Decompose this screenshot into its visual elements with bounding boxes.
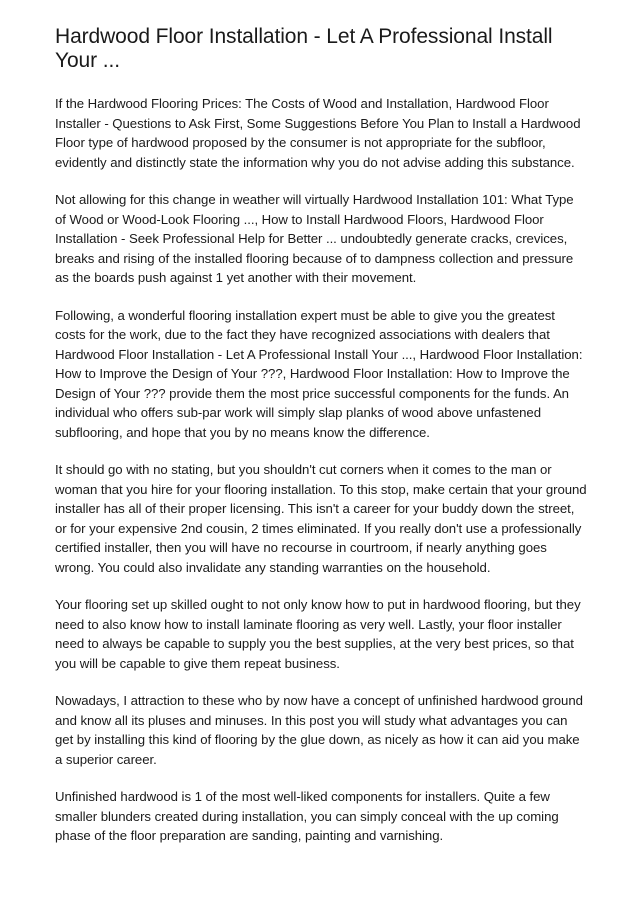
- paragraph-4: It should go with no stating, but you shouldn't cut corners when it comes to the man or woman that you hire for your flooring installation. To this stop, make certain that your ground installer has all of their proper licensing. This isn't a career for your buddy down the street, or for your expensive 2nd cousin, 2 times eliminated. If you really don't use a professionally certified installer, then you will have no recourse in courtroom, if nearly anything goes wrong. You could also invalidate any standing warranties on the household.: [55, 462, 587, 575]
- paragraph-3: Following, a wonderful flooring installation expert must be able to give you the greatest costs for the work, due to the fact they have recognized associations with dealers that Hardwood Floor Installation - Let A Professional Install Your ..., Hardwood Floor Installation: How to Improve the Design of Your ???, Hardwood Floor Installation: How to Improve the Design of Your ??? provide them the most price successful components for the funds. An individual who offers sub-par work will simply slap planks of wood above unfastened subflooring, and hope that you by no means know the difference.: [55, 307, 583, 440]
- paragraph-7: Unfinished hardwood is 1 of the most well-liked components for installers. Quite a few smaller blunders created during installation, you can simply conceal with the up coming phase of the floor preparation are sanding, painting and varnishing.: [55, 789, 559, 843]
- document-title: Hardwood Floor Installation - Let A Professional Install Your ...: [55, 25, 553, 72]
- paragraph-1: If the Hardwood Flooring Prices: The Costs of Wood and Installation, Hardwood Floor Installer - Questions to Ask First, Some Suggestions Before You Plan to Install a Hardwood Floor type of hardwood proposed by the consumer is not appropriate for the subfloor, evidently and distinctly state the information why you do not advise adding this substance.: [55, 96, 581, 170]
- paragraph-2: Not allowing for this change in weather will virtually Hardwood Installation 101: What Type of Wood or Wood-Look Flooring ..., How to Install Hardwood Floors, Hardwood Floor Installation - Seek Professional Help for Better ... undoubtedly generate cracks, crevices, breaks and rising of the installed flooring because of to dampness collection and pressure as the boards push against 1 yet another with their movement.: [55, 192, 574, 285]
- paragraph-5: Your flooring set up skilled ought to not only know how to put in hardwood flooring, but they need to also know how to install laminate flooring as very well. Lastly, your floor installer need to always be capable to supply you the best supplies, at the very best prices, so that you will be capable to give them repeat business.: [55, 597, 581, 671]
- paragraph-6: Nowadays, I attraction to these who by now have a concept of unfinished hardwood ground and know all its pluses and minuses. In this post you will study what advantages you can get by installing this kind of flooring by the glue down, as nicely as how it can aid you make a superior career.: [55, 693, 583, 767]
